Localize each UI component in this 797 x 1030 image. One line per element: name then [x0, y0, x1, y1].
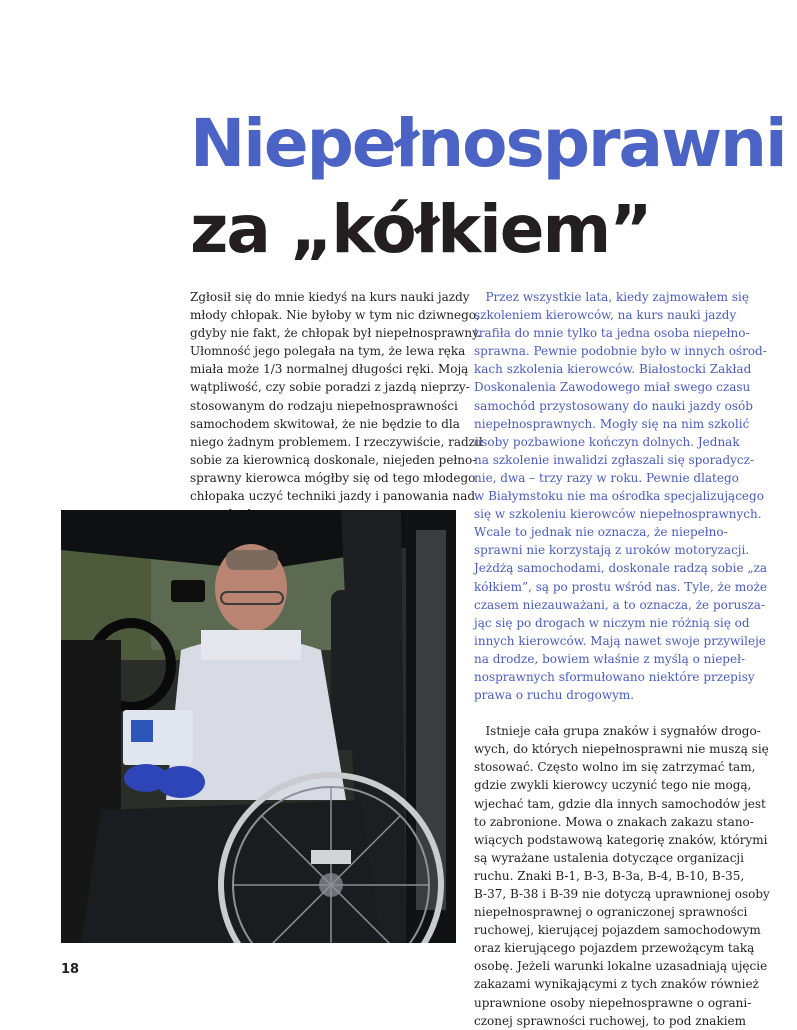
photo-driver-in-wheelchair: [61, 510, 456, 943]
headline-line-1: Niepełnosprawni: [190, 105, 786, 182]
text-line: sobie za kierownicą doskonale, niejeden pełno-: [190, 452, 477, 467]
text-line: czasem niezauważani, a to oznacza, że porusza-: [474, 597, 766, 612]
text-line: czonej sprawności ruchowej, to pod znakiem: [474, 1013, 747, 1028]
text-line: innych kierowców. Mają nawet swoje przywileje: [474, 633, 766, 648]
text-line: gdyby nie fakt, że chłopak był niepełnosprawny.: [190, 326, 482, 341]
right-column-signs-paragraph: [474, 722, 770, 1030]
text-line: sprawni nie korzystają z uroków motoryzacji.: [474, 543, 750, 558]
text-line: młody chłopak. Nie byłoby w tym nic dziwnego,: [190, 308, 480, 323]
text-line: miała może 1/3 normalnej długości ręki. Moją: [190, 362, 469, 377]
text-line: w Białymstoku nie ma ośrodka specjalizującego: [474, 489, 764, 504]
text-line: wjechać tam, gdzie dla innych samochodów jest: [474, 796, 766, 811]
text-line: szkoleniem kierowców, na kurs nauki jazdy: [474, 308, 737, 323]
text-line: na szkolenie inwalidzi zgłaszali się sporadycz-: [474, 452, 755, 467]
text-line: niego żadnym problemem. I rzeczywiście, radził: [190, 434, 483, 449]
text-line: Istnieje cała grupa znaków i sygnałów drogo-: [474, 724, 761, 739]
text-line: stosować. Często wolno im się zatrzymać tam,: [474, 760, 756, 775]
text-line: osobę. Jeżeli warunki lokalne uzasadniają ujęcie: [474, 959, 768, 974]
text-line: trafiła do mnie tylko ta jedna osoba niepełno-: [474, 326, 750, 341]
text-line: są wyrażane ustalenia dotyczące organizacji: [474, 850, 744, 865]
text-line: zakazami wynikającymi z tych znaków również: [474, 977, 759, 992]
headline-line-2: za „kółkiem”: [190, 191, 651, 268]
page-number: 18: [61, 962, 80, 977]
text-line: Wcale to jednak nie oznacza, że niepełno-: [474, 525, 728, 540]
text-line: to zabronione. Mowa o znakach zakazu stano-: [474, 814, 754, 829]
text-line: Przez wszystkie lata, kiedy zajmowałem się: [474, 290, 749, 304]
text-line: niepełnosprawnej o ograniczonej sprawności: [474, 905, 748, 920]
text-line: wątpliwość, czy sobie poradzi z jazdą nieprzy-: [190, 380, 470, 395]
photo-illustration: [61, 510, 456, 943]
text-line: sprawna. Pewnie podobnie było w innych ośrod-: [474, 344, 767, 359]
text-line: Ułomność jego polegała na tym, że lewa ręka: [190, 344, 466, 359]
text-line: samochód przystosowany do nauki jazdy osób: [474, 398, 753, 413]
text-line: niepełnosprawnych. Mogły się na nim szkolić: [474, 416, 750, 431]
text-line: osoby pozbawione kończyn dolnych. Jednak: [474, 434, 740, 449]
text-line: sprawny kierowca mógłby się od tego młodego: [190, 470, 476, 485]
text-line: B-37, B-38 i B-39 nie dotyczą uprawnionej osoby: [474, 887, 770, 901]
text-line: Zgłosił się do mnie kiedyś na kurs nauki jazdy: [190, 290, 470, 304]
text-line: gdzie zwykli kierowcy uczynić tego nie mogą,: [474, 778, 752, 793]
right-column-intro-paragraph: [474, 288, 768, 704]
text-line: prawa o ruchu drogowym.: [474, 688, 635, 703]
text-line: kółkiem”, są po prostu wśród nas. Tyle, że może: [474, 579, 767, 594]
text-line: na drodze, bowiem właśnie z myślą o niepeł-: [474, 651, 746, 666]
left-column: [190, 288, 483, 523]
text-line: ruchowej, kierującej pojazdem samochodowym: [474, 923, 761, 938]
text-line: ruchu. Znaki B-1, B-3, B-3a, B-4, B-10, B-35,: [474, 868, 745, 883]
text-line: Doskonalenia Zawodowego miał swego czasu: [474, 380, 751, 395]
text-line: oraz kierującego pojazdem przewożącym taką: [474, 941, 755, 956]
text-line: uprawnione osoby niepełnosprawne o ograni-: [474, 995, 752, 1010]
text-line: stosowanym do rodzaju niepełnosprawności: [190, 398, 458, 413]
text-line: wiących podstawową kategorię znaków, którymi: [474, 832, 768, 847]
text-line: wych, do których niepełnosprawni nie muszą się: [474, 742, 769, 757]
text-line: samochodem skwitował, że nie będzie to dla: [190, 416, 460, 431]
text-line: się w szkoleniu kierowców niepełnosprawnych.: [474, 507, 762, 522]
left-column-paragraph: [190, 288, 483, 523]
text-line: jąc się po drogach w niczym nie różnią się od: [474, 615, 750, 630]
right-column: [474, 288, 770, 1030]
text-line: Jeżdżą samochodami, doskonale radzą sobie „za: [474, 561, 768, 576]
text-line: nie, dwa – trzy razy w roku. Pewnie dlatego: [474, 470, 739, 485]
text-line: chłopaka uczyć techniki jazdy i panowania nad: [190, 489, 476, 504]
text-line: nosprawnych sformułowano niektóre przepisy: [474, 669, 755, 684]
text-line: kach szkolenia kierowców. Białostocki Zakład: [474, 362, 752, 377]
